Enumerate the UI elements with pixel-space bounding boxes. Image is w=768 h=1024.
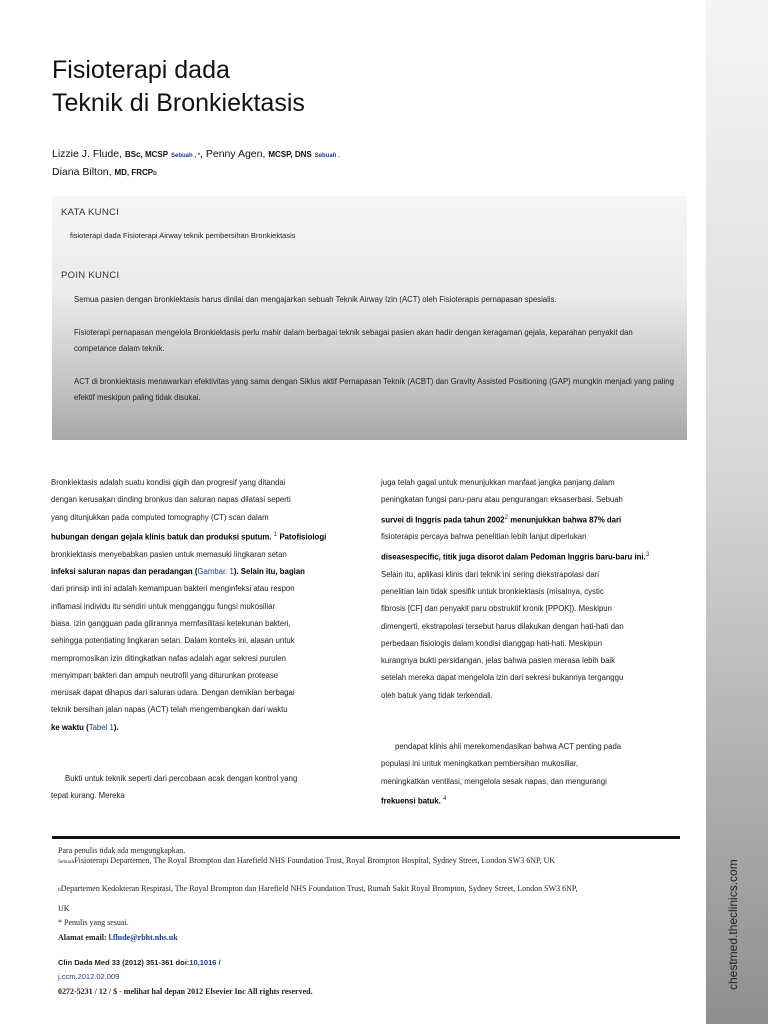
affiliation-text: Fisioterapi Departemen, The Royal Brompton dan Harefield NHS Foundation Trust, Royal Brompton Hospital, Sydney Street, London SW3 6NP, UK <box>74 856 556 865</box>
right-column-paragraph-1 <box>381 474 696 704</box>
citation-line <box>58 958 221 967</box>
text-line: pendapat klinis ahli merekomendasikan bahwa ACT penting pada <box>395 742 622 751</box>
text-line <box>381 790 696 810</box>
author-3-affiliation: b <box>153 171 157 177</box>
keypoint-3: ACT di bronkiektasis menawarkan efektivitas yang sama dengan Siklus aktif Pernapasan Teknik (ACBT) dan Gravity Assisted Positioning (GAP) mungkin menjadi yang paling efektif meskipun paling tidak disukai. <box>74 377 674 402</box>
citation-link[interactable]: 4 <box>442 794 447 802</box>
text-line: dengan kerusakan dinding bronkus dan saluran napas dilatasi seperti <box>51 495 291 505</box>
affiliation-text: Departemen Kedokteran Respirasi, The Royal Brompton dan Harefield NHS Foundation Trust, Rumah Sakit Royal Brompton, Sydney Street, London SW3 6NP, <box>60 884 578 893</box>
text-line: menyimpan bakteri dan ampuh neutrofil yang diturunkan protease <box>51 670 279 680</box>
author-line-1 <box>52 146 340 164</box>
text-line: juga telah gagal untuk menunjukkan manfaat jangka panjang dalam <box>381 478 615 487</box>
text-line: peningkatan fungsi paru-paru atau pengurangan eksaserbasi. Sebuah <box>381 495 623 505</box>
text-line: fisioterapis percaya bahwa penelitian lebih lanjut diperlukan <box>381 532 587 542</box>
affiliation-marker: b <box>58 887 61 893</box>
author-2-degrees: MCSP, DNS <box>268 150 312 159</box>
bold-text: diseasespecific, titik juga disorot dalam Pedoman Inggris baru-baru ini. <box>381 552 646 562</box>
text-line: mempromosikan izin ditingkatkan nafas adalah agar sekresi purulen <box>51 653 286 663</box>
text-line: sehingga potentiating lingkaran setan. Dalam konteks ini, alasan untuk <box>51 636 295 646</box>
keypoint-1: Semua pasien dengan bronkiektasis harus dinilai dan mengajarkan sebuah Teknik Airway Izin (ACT) oleh Fisioterapis pernapasan spesialis. <box>74 295 557 304</box>
bold-text: hubungan dengan gejala klinis batuk dan produksi sputum. <box>51 532 272 542</box>
keypoint-2: Fisioterapi pernapasan mengelola Bronkiektasis perlu mahir dalam berbagai teknik sebagai pasien akan hadir dengan keragaman gejala, keparahan penyakit dan competance dalam teknik. <box>74 328 633 353</box>
affiliation-a <box>58 856 555 865</box>
text-line <box>381 509 696 529</box>
copyright-line: 0272-5231 / 12 / $ - melihat hal depan 2012 Elsevier Inc All rights reserved. <box>58 987 313 996</box>
keywords-text: fisioterapi dada Fisioterapi Airway teknik pembersihan Bronkiektasis <box>70 231 296 240</box>
text-line <box>51 526 366 546</box>
text-line: populasi ini untuk meningkatkan pembersihan mukosiliar, <box>381 759 579 769</box>
title-line-1: Fisioterapi dada <box>52 56 230 84</box>
table-link[interactable]: Tabel 1 <box>88 722 114 732</box>
bold-text: survei di Inggris pada tahun 2002 <box>381 515 505 525</box>
author-3-name: Diana Bilton, <box>52 166 112 178</box>
text-line: merusak dapat dihapus dari saluran udara. Dengan demikian berbagai <box>51 688 295 698</box>
text-line: perbedaan fisiologis dalam kondisi dianggap hati-hati. Meskipun <box>381 638 603 648</box>
text-line: biasa. izin gangguan pada gilirannya memfasilitasi ketekunan bakteri, <box>51 618 291 628</box>
text-line <box>381 546 696 566</box>
left-column-paragraph-2 <box>51 770 366 805</box>
text-line: penelitian lain tidak spesifik untuk bronkiektasis (misalnya, cystic <box>381 586 604 596</box>
figure-link[interactable]: Gambar. 1 <box>197 567 234 577</box>
text-line <box>51 719 366 736</box>
email-line <box>58 933 178 942</box>
bold-text: frekuensi batuk. <box>381 796 441 806</box>
text-line: dimengerti, ekstrapolasi tersebut harus dilakukan dengan hati-hati dan <box>381 621 624 631</box>
corresponding-author-note: * Penulis yang sesuai. <box>58 918 129 927</box>
bold-text: ). <box>113 722 119 732</box>
text-line: Bronkiektasis adalah suatu kondisi gigih dan progresif yang ditandai <box>51 478 286 487</box>
text-line: fibrosis [CF] dan penyakit paru obstruktif kronik [PPOK]). Meskipun <box>381 604 612 614</box>
email-label: Alamat email: <box>58 933 107 942</box>
author-line-2 <box>52 164 340 182</box>
affiliation-marker: Sebuah <box>58 859 75 865</box>
citation-link[interactable]: 1 <box>273 530 278 538</box>
author-3-degrees: MD, FRCP <box>114 168 154 177</box>
text-line: oleh batuk yang tidak terkendali. <box>381 690 493 700</box>
text-line: meningkatkan ventilasi, mengelola sesak napas, dan mengurangi <box>381 776 607 786</box>
author-list <box>52 146 340 182</box>
bold-text: menunjukkan bahwa 87% dari <box>510 515 622 525</box>
text-line: tepat kurang. Mereka <box>51 791 125 801</box>
author-2-name: , Penny Agen, <box>200 148 266 160</box>
bold-text: infeksi saluran napas dan peradangan ( <box>51 567 198 577</box>
keywords-heading: KATA KUNCI <box>61 207 120 218</box>
text-line: dari prinsip inti ini adalah kemampuan bakteri menginfeksi atau respon <box>51 584 295 594</box>
text-line: kurangnya bukti persidangan, jelas bahwa pasien merasa lebih baik <box>381 656 616 666</box>
author-1-name: Lizzie J. Flude, <box>52 148 123 160</box>
bold-text: Patofisiologi <box>279 532 327 542</box>
right-column-paragraph-2 <box>381 738 696 810</box>
text-line: Bukti untuk teknik seperti dari percobaan acak dengan kontrol yang <box>65 774 298 783</box>
author-2-affiliation: Sebuah . <box>314 153 340 159</box>
text-line: Selain itu, aplikasi klinis dari teknik ini sering diekstrapolasi dari <box>381 569 599 579</box>
text-line: teknik bersihan jalan napas (ACT) telah mengembangkan dari waktu <box>51 705 288 715</box>
journal-website: chestmed.theclinics.com <box>726 859 740 990</box>
citation-link[interactable]: 2 <box>504 513 509 521</box>
title-line-2: Teknik di Bronkiektasis <box>52 89 305 117</box>
citation-link[interactable]: 3 <box>645 550 650 558</box>
text-line <box>51 563 366 580</box>
left-column-paragraph-1 <box>51 474 366 736</box>
doi-link-continued[interactable]: j.ccm.2012.02.009 <box>58 972 120 981</box>
text-line: yang ditunjukkan pada computed tomography (CT) scan dalam <box>51 512 269 522</box>
bold-text: ke waktu ( <box>51 722 89 732</box>
citation-text: Clin Dada Med 33 (2012) 351-361 doi: <box>58 958 190 967</box>
text-line: inflamasi individu itu sendiri untuk mengganggu fungsi mukosiliar <box>51 601 276 611</box>
doi-link[interactable]: 10,1016 / <box>189 958 221 967</box>
doi-line <box>58 972 119 981</box>
text-line: bronkiektasis menyebabkan pasien untuk memasuki lingkaran setan <box>51 549 287 559</box>
affiliation-b-country: UK <box>58 904 70 913</box>
author-1-affiliation: Sebuah , * <box>171 153 201 159</box>
keypoints-heading: POIN KUNCI <box>61 270 120 281</box>
email-link[interactable]: l.flude@rbht.nhs.uk <box>108 933 178 942</box>
disclosure-note: Para penulis tidak ada mengungkapkan. <box>58 846 186 855</box>
author-1-degrees: BSc, MCSP <box>124 150 169 159</box>
article-title <box>52 54 305 120</box>
affiliation-b <box>58 884 577 893</box>
text-line: setelah mereka dapat mengelola izin dari sekresi bukannya terganggu <box>381 673 624 683</box>
bold-text: ). Selain itu, bagian <box>233 567 305 577</box>
footnote-divider <box>52 836 680 839</box>
